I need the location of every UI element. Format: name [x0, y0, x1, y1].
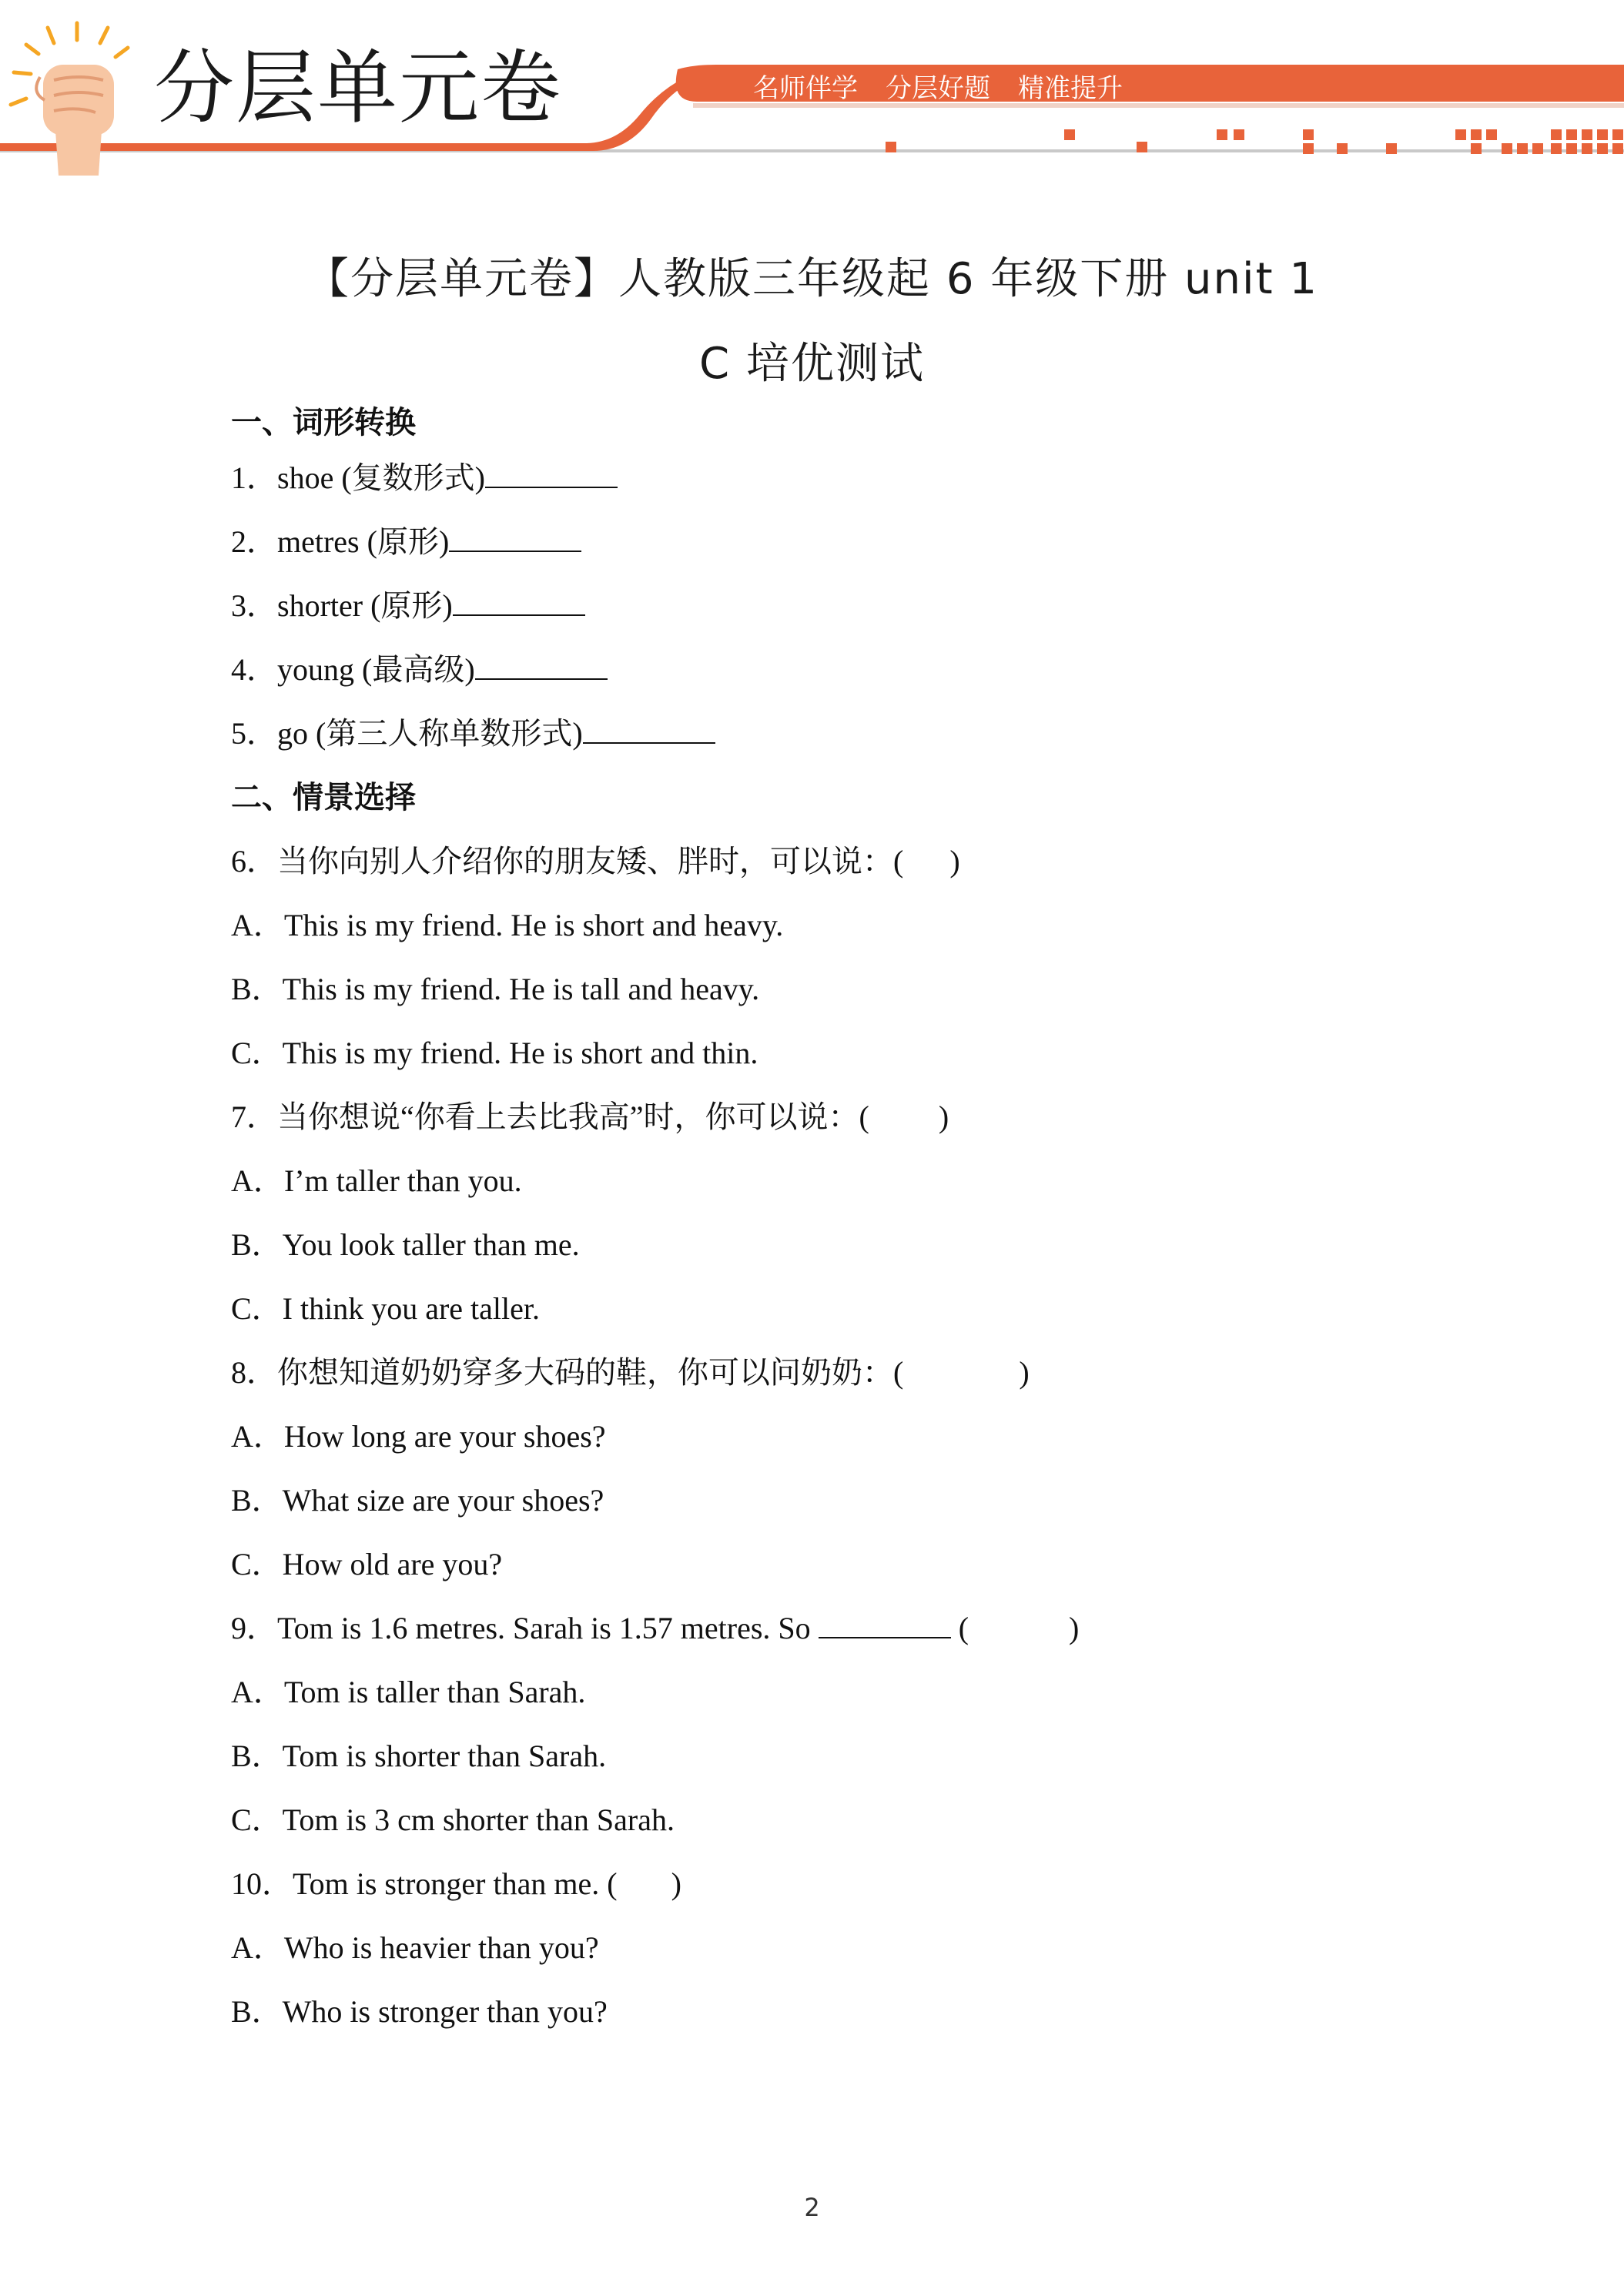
fist-icon [11, 23, 128, 176]
question-3 [231, 587, 1540, 625]
section-heading-situational: 二、情景选择 [231, 780, 416, 815]
question-6-option-b[interactable]: B．This is my friend. He is tall and heavy. [231, 972, 760, 1006]
question-8-option-c[interactable]: C．How old are you? [231, 1547, 503, 1581]
slogan-bar [753, 69, 1123, 108]
question-7-option-c[interactable]: C．I think you are taller. [231, 1291, 541, 1326]
question-text: 3．shorter (原形) [231, 588, 453, 623]
document-subtitle: C 培优测试 [699, 339, 925, 389]
answer-blank[interactable] [583, 719, 715, 744]
question-9-option-a[interactable]: A．Tom is taller than Sarah. [231, 1675, 586, 1709]
question-8-option-a[interactable]: A．How long are your shoes? [231, 1419, 606, 1454]
question-9-stem [231, 1609, 1540, 1648]
question-text: 2．metres (原形) [231, 524, 450, 559]
question-text: 4．young (最高级) [231, 652, 475, 687]
question-6-option-c[interactable]: C．This is my friend. He is short and thin. [231, 1036, 758, 1070]
question-6-stem: 6．当你向别人介绍你的朋友矮、胖时，可以说：( ) [231, 844, 960, 879]
question-7-option-a[interactable]: A．I’m taller than you. [231, 1163, 522, 1198]
slogan-1: 名师伴学 [753, 73, 858, 104]
answer-blank[interactable] [485, 464, 618, 488]
section-heading-word-forms: 一、词形转换 [231, 405, 416, 440]
question-text: 1．shoe (复数形式) [231, 460, 485, 495]
question-text: 5．go (第三人称单数形式) [231, 716, 583, 751]
question-4 [231, 651, 1540, 689]
answer-blank[interactable] [449, 527, 581, 552]
question-text-tail: ( ) [950, 1611, 1080, 1645]
question-10-option-a[interactable]: A．Who is heavier than you? [231, 1930, 599, 1965]
question-10-stem: 10．Tom is stronger than me. ( ) [231, 1866, 681, 1901]
question-8-option-b[interactable]: B．What size are your shoes? [231, 1483, 604, 1518]
question-text: 9．Tom is 1.6 metres. Sarah is 1.57 metres. So [231, 1611, 819, 1645]
slogan-3: 精准提升 [1018, 73, 1123, 104]
slogan-2: 分层好题 [886, 73, 990, 104]
question-6-option-a[interactable]: A．This is my friend. He is short and heavy. [231, 908, 784, 942]
question-7-option-b[interactable]: B．You look taller than me. [231, 1227, 580, 1262]
answer-blank[interactable] [475, 655, 608, 680]
question-9-option-c[interactable]: C．Tom is 3 cm shorter than Sarah. [231, 1802, 675, 1837]
question-5 [231, 715, 1540, 753]
question-9-option-b[interactable]: B．Tom is shorter than Sarah. [231, 1739, 607, 1773]
question-10-option-b[interactable]: B．Who is stronger than you? [231, 1994, 608, 2029]
brand-title: 分层单元卷 [154, 41, 563, 135]
header-banner [0, 0, 1624, 177]
answer-blank[interactable] [453, 591, 585, 616]
question-1 [231, 459, 1540, 497]
page-number: 2 [804, 2193, 820, 2222]
answer-blank[interactable] [819, 1614, 951, 1638]
question-7-stem: 7．当你想说“你看上去比我高”时，你可以说：( ) [231, 1099, 949, 1134]
document-title: 【分层单元卷】人教版三年级起 6 年级下册 unit 1 [306, 254, 1318, 304]
question-8-stem: 8．你想知道奶奶穿多大码的鞋，你可以问奶奶：( ) [231, 1355, 1030, 1390]
question-2 [231, 523, 1540, 561]
